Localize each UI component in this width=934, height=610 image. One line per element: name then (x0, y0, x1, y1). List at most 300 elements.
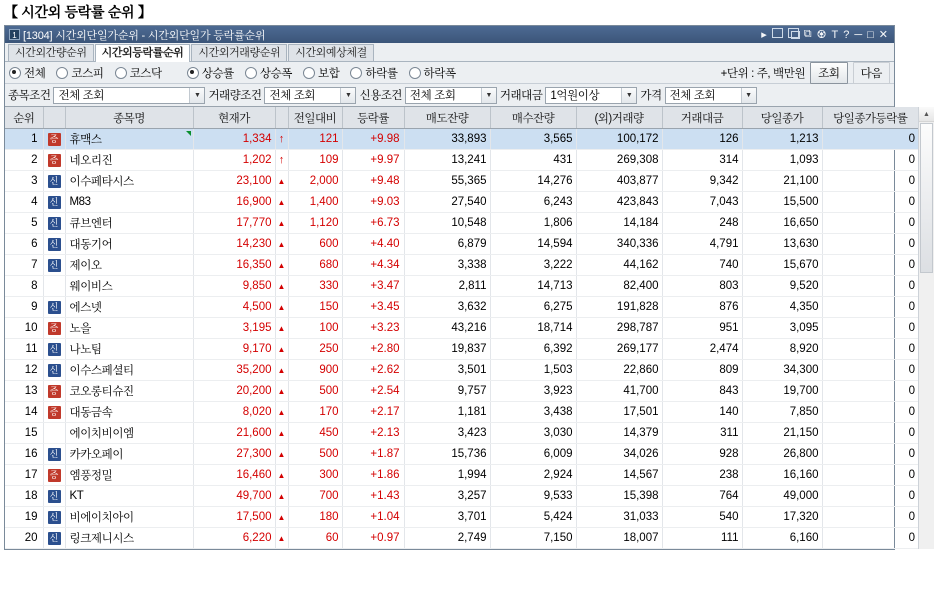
table-row[interactable] (5, 444, 918, 465)
cell-foreign-volume: 41,700 (576, 381, 662, 402)
radio-market-kospi[interactable] (56, 65, 103, 81)
cell-diff: 680 (288, 255, 342, 276)
cell-rate: +1.87 (342, 444, 404, 465)
table-row[interactable] (5, 465, 918, 486)
table-row[interactable] (5, 276, 918, 297)
radio-market-all[interactable] (9, 65, 45, 81)
triangle-up-icon: ▲ (275, 528, 288, 549)
cell-name: 웨이비스 (65, 276, 193, 297)
cell-name: 링크제니시스 (65, 528, 193, 549)
th-rate[interactable]: 등락률 (342, 107, 404, 129)
tab-label: 시간외거래량순위 (198, 47, 281, 59)
cell-buy-remain: 6,009 (490, 444, 576, 465)
cell-name: 엠풍정밀 (65, 465, 193, 486)
cell-foreign-volume: 403,877 (576, 171, 662, 192)
chevron-down-icon[interactable]: ▼ (481, 88, 496, 103)
cell-day-close-rate: 0 (822, 507, 918, 528)
cell-rank: 8 (5, 276, 43, 297)
cell-buy-remain: 14,594 (490, 234, 576, 255)
window-index-badge: 1 (9, 29, 20, 40)
window-titlebar[interactable] (5, 26, 894, 43)
cell-buy-remain: 3,438 (490, 402, 576, 423)
cell-sell-remain: 15,736 (404, 444, 490, 465)
triangle-up-icon: ▲ (275, 402, 288, 423)
th-trade-amount[interactable]: 거래대금 (662, 107, 742, 129)
cell-name: 대동금속 (65, 402, 193, 423)
window-split-icon[interactable] (788, 28, 799, 41)
cell-day-close: 1,213 (742, 129, 822, 150)
cell-price: 16,900 (193, 192, 275, 213)
triangle-up-icon: ▲ (275, 360, 288, 381)
radio-sort-fall-rate[interactable] (350, 65, 397, 81)
filter-credit-condition[interactable] (405, 87, 497, 104)
cell-rate: +2.54 (342, 381, 404, 402)
table-row[interactable] (5, 381, 918, 402)
table-row[interactable] (5, 129, 918, 150)
cell-sell-remain: 3,701 (404, 507, 490, 528)
maximize-icon[interactable]: □ (867, 28, 874, 41)
table-row[interactable] (5, 486, 918, 507)
cell-sell-remain: 2,811 (404, 276, 490, 297)
cell-foreign-volume: 17,501 (576, 402, 662, 423)
cell-diff: 100 (288, 318, 342, 339)
th-badge (43, 107, 65, 129)
cell-day-close-rate: 0 (822, 255, 918, 276)
minimize-icon[interactable]: ─ (854, 28, 863, 41)
table-row[interactable] (5, 297, 918, 318)
cell-day-close: 34,300 (742, 360, 822, 381)
filter-label-credit: 신용조건 (359, 90, 402, 102)
badge-icon: 신 (48, 217, 61, 230)
cell-rate: +9.48 (342, 171, 404, 192)
cell-rank: 9 (5, 297, 43, 318)
triangle-up-icon: ▲ (275, 444, 288, 465)
cell-buy-remain: 6,243 (490, 192, 576, 213)
cell-sell-remain: 9,757 (404, 381, 490, 402)
cell-sell-remain: 6,879 (404, 234, 490, 255)
radio-sort-rise-rate[interactable] (187, 65, 234, 81)
triangle-up-icon: ▲ (275, 192, 288, 213)
cell-price: 16,460 (193, 465, 275, 486)
cell-buy-remain: 431 (490, 150, 576, 171)
close-icon[interactable]: ✕ (878, 29, 888, 41)
window-icon[interactable] (772, 28, 783, 41)
cell-badge (43, 234, 65, 255)
cell-day-close-rate: 0 (822, 213, 918, 234)
radio-label: 보합 (317, 67, 340, 80)
cell-sell-remain: 3,632 (404, 297, 490, 318)
triangle-up-icon: ▲ (275, 318, 288, 339)
th-rank[interactable]: 순위 (5, 107, 43, 129)
radio-label: 하락률 (365, 67, 398, 80)
cell-buy-remain: 14,713 (490, 276, 576, 297)
cell-name: 카카오페이 (65, 444, 193, 465)
radio-sort-flat[interactable] (303, 65, 339, 81)
cell-day-close-rate: 0 (822, 402, 918, 423)
cell-diff: 700 (288, 486, 342, 507)
font-size-icon[interactable]: T (831, 28, 839, 41)
cell-rate: +9.03 (342, 192, 404, 213)
rank-table (5, 107, 918, 549)
cell-trade-amount: 803 (662, 276, 742, 297)
cell-foreign-volume: 340,336 (576, 234, 662, 255)
tab-1[interactable] (95, 44, 191, 62)
table-row[interactable] (5, 192, 918, 213)
filter-stock-value: 전체 조회 (58, 90, 105, 102)
cell-foreign-volume: 15,398 (576, 486, 662, 507)
cell-price: 4,500 (193, 297, 275, 318)
cell-foreign-volume: 191,828 (576, 297, 662, 318)
cell-badge (43, 486, 65, 507)
filter-credit-value: 전체 조회 (409, 90, 456, 102)
tab-3[interactable] (288, 44, 374, 61)
radio-market-kosdaq[interactable] (115, 65, 162, 81)
filter-price-value: 전체 조회 (669, 90, 716, 102)
tab-label: 시간외간량순위 (15, 47, 87, 59)
cell-badge (43, 465, 65, 486)
cell-sell-remain: 3,338 (404, 255, 490, 276)
cell-name: 노을 (65, 318, 193, 339)
radio-sort-rise-width[interactable] (245, 65, 292, 81)
table-row[interactable] (5, 423, 918, 444)
cell-diff: 60 (288, 528, 342, 549)
cell-foreign-volume: 82,400 (576, 276, 662, 297)
filter-label-amount: 거래대금 (499, 90, 543, 102)
cell-rank: 3 (5, 171, 43, 192)
next-button[interactable]: 다음 (853, 62, 890, 84)
cell-trade-amount: 540 (662, 507, 742, 528)
copy-icon[interactable]: ⧉ (803, 28, 812, 40)
cell-buy-remain: 1,503 (490, 360, 576, 381)
cell-day-close: 15,500 (742, 192, 822, 213)
cell-diff: 300 (288, 465, 342, 486)
cell-diff: 500 (288, 381, 342, 402)
triangle-up-icon: ▲ (275, 276, 288, 297)
cell-trade-amount: 314 (662, 150, 742, 171)
option-row (5, 62, 894, 84)
cell-rate: +1.04 (342, 507, 404, 528)
cell-foreign-volume: 22,860 (576, 360, 662, 381)
cell-sell-remain: 3,423 (404, 423, 490, 444)
triangle-up-icon: ▲ (275, 171, 288, 192)
cell-price: 3,195 (193, 318, 275, 339)
tabstrip (5, 43, 894, 62)
triangle-up-icon: ▲ (275, 297, 288, 318)
cell-price: 8,020 (193, 402, 275, 423)
cell-rate: +2.80 (342, 339, 404, 360)
cell-price: 9,170 (193, 339, 275, 360)
cell-foreign-volume: 34,026 (576, 444, 662, 465)
unit-note: +단위 : 주, 백만원 (720, 67, 806, 80)
cell-day-close-rate: 0 (822, 339, 918, 360)
cell-name: 에스넷 (65, 297, 193, 318)
cell-day-close: 1,093 (742, 150, 822, 171)
cell-day-close-rate: 0 (822, 486, 918, 507)
cell-rank: 11 (5, 339, 43, 360)
cell-foreign-volume: 14,567 (576, 465, 662, 486)
table-body (5, 129, 918, 549)
green-flag-icon (186, 131, 191, 136)
radio-label: 하락폭 (423, 67, 456, 80)
cell-buy-remain: 9,533 (490, 486, 576, 507)
cell-trade-amount: 2,474 (662, 339, 742, 360)
table-row[interactable] (5, 213, 918, 234)
cell-day-close: 16,160 (742, 465, 822, 486)
cell-day-close-rate: 0 (822, 150, 918, 171)
badge-icon: 신 (48, 301, 61, 314)
cell-badge (43, 381, 65, 402)
window-frame (4, 25, 930, 550)
cell-trade-amount: 928 (662, 444, 742, 465)
cell-price: 9,850 (193, 276, 275, 297)
cell-trade-amount: 764 (662, 486, 742, 507)
cell-diff: 150 (288, 297, 342, 318)
badge-icon: 증 (48, 406, 61, 419)
cell-rank: 13 (5, 381, 43, 402)
cell-trade-amount: 951 (662, 318, 742, 339)
cell-price: 14,230 (193, 234, 275, 255)
cell-sell-remain: 1,181 (404, 402, 490, 423)
cell-badge (43, 192, 65, 213)
cell-day-close: 19,700 (742, 381, 822, 402)
cell-name: 휴맥스 (65, 129, 193, 150)
cell-sell-remain: 33,893 (404, 129, 490, 150)
th-price[interactable]: 현재가 (193, 107, 275, 129)
chevron-down-icon[interactable]: ▼ (741, 88, 756, 103)
table-row[interactable] (5, 528, 918, 549)
cell-buy-remain: 6,275 (490, 297, 576, 318)
cell-rank: 19 (5, 507, 43, 528)
help-icon[interactable]: ? (843, 28, 850, 41)
cell-price: 27,300 (193, 444, 275, 465)
arrow-up-icon: ↑ (275, 150, 288, 171)
cell-sell-remain: 3,501 (404, 360, 490, 381)
cell-trade-amount: 843 (662, 381, 742, 402)
filter-volume-condition[interactable] (264, 87, 356, 104)
scroll-thumb[interactable] (920, 123, 933, 273)
table-row[interactable] (5, 402, 918, 423)
th-name[interactable]: 종목명 (65, 107, 193, 129)
table-row[interactable] (5, 318, 918, 339)
cell-day-close-rate: 0 (822, 192, 918, 213)
cell-trade-amount: 311 (662, 423, 742, 444)
th-day-close[interactable]: 당일종가 (742, 107, 822, 129)
cell-diff: 600 (288, 234, 342, 255)
cell-rank: 16 (5, 444, 43, 465)
table-vertical-scrollbar[interactable] (918, 107, 934, 549)
cell-rank: 2 (5, 150, 43, 171)
table-row[interactable] (5, 339, 918, 360)
filter-row (5, 84, 894, 107)
cell-rate: +4.34 (342, 255, 404, 276)
cell-trade-amount: 4,791 (662, 234, 742, 255)
cell-sell-remain: 3,257 (404, 486, 490, 507)
cell-rate: +6.73 (342, 213, 404, 234)
cell-name: 나노팀 (65, 339, 193, 360)
cell-buy-remain: 3,923 (490, 381, 576, 402)
cell-day-close: 3,095 (742, 318, 822, 339)
cell-diff: 1,400 (288, 192, 342, 213)
cell-name: 이수페타시스 (65, 171, 193, 192)
tab-0[interactable] (8, 44, 94, 61)
cell-day-close: 21,150 (742, 423, 822, 444)
cell-day-close-rate: 0 (822, 381, 918, 402)
cell-diff: 121 (288, 129, 342, 150)
th-arrow (275, 107, 288, 129)
cell-rate: +1.86 (342, 465, 404, 486)
cell-trade-amount: 238 (662, 465, 742, 486)
cell-rate: +2.62 (342, 360, 404, 381)
cell-day-close: 21,100 (742, 171, 822, 192)
badge-icon: 신 (48, 490, 61, 503)
cell-foreign-volume: 14,184 (576, 213, 662, 234)
cell-badge (43, 255, 65, 276)
cell-rank: 15 (5, 423, 43, 444)
chevron-down-icon[interactable]: ▼ (189, 88, 204, 103)
cell-diff: 109 (288, 150, 342, 171)
cell-rank: 20 (5, 528, 43, 549)
cell-rank: 17 (5, 465, 43, 486)
window-title: [1304] 시간외단일가순위 - 시간외단일가 등락률순위 (23, 29, 266, 42)
cell-sell-remain: 2,749 (404, 528, 490, 549)
radio-sort-fall-width[interactable] (409, 65, 456, 81)
th-buy-remain[interactable]: 매수잔량 (490, 107, 576, 129)
table-row[interactable] (5, 234, 918, 255)
cell-diff: 2,000 (288, 171, 342, 192)
cell-rate: +9.98 (342, 129, 404, 150)
table-header-row (5, 107, 918, 129)
triangle-up-icon: ▲ (275, 486, 288, 507)
cell-rate: +9.97 (342, 150, 404, 171)
cell-foreign-volume: 18,007 (576, 528, 662, 549)
badge-icon: 신 (48, 259, 61, 272)
cell-day-close-rate: 0 (822, 444, 918, 465)
cell-badge (43, 528, 65, 549)
cell-buy-remain: 3,565 (490, 129, 576, 150)
cell-diff: 180 (288, 507, 342, 528)
cell-badge (43, 444, 65, 465)
cell-rate: +1.43 (342, 486, 404, 507)
cell-rank: 10 (5, 318, 43, 339)
cell-buy-remain: 5,424 (490, 507, 576, 528)
cell-foreign-volume: 269,308 (576, 150, 662, 171)
cell-day-close: 17,320 (742, 507, 822, 528)
badge-icon: 신 (48, 175, 61, 188)
filter-amount-value: 1억원이상 (550, 90, 600, 102)
cell-foreign-volume: 298,787 (576, 318, 662, 339)
cell-name: 비에이치아이 (65, 507, 193, 528)
cell-day-close-rate: 0 (822, 528, 918, 549)
th-diff[interactable]: 전일대비 (288, 107, 342, 129)
cell-day-close-rate: 0 (822, 171, 918, 192)
cell-buy-remain: 14,276 (490, 171, 576, 192)
cell-trade-amount: 140 (662, 402, 742, 423)
cell-price: 17,500 (193, 507, 275, 528)
search-button[interactable]: 조회 (810, 62, 847, 84)
cell-buy-remain: 7,150 (490, 528, 576, 549)
cell-rank: 5 (5, 213, 43, 234)
th-foreign-volume[interactable]: (외)거래량 (576, 107, 662, 129)
cell-diff: 170 (288, 402, 342, 423)
cell-sell-remain: 10,548 (404, 213, 490, 234)
cell-name: 에이치비이엠 (65, 423, 193, 444)
badge-icon: 신 (48, 448, 61, 461)
cell-buy-remain: 18,714 (490, 318, 576, 339)
table-row[interactable] (5, 360, 918, 381)
cell-day-close: 8,920 (742, 339, 822, 360)
page-title: 【 시간외 등락률 순위 】 (4, 4, 152, 20)
table-row[interactable] (5, 507, 918, 528)
tab-2[interactable] (191, 44, 287, 61)
filter-amount-condition[interactable] (545, 87, 637, 104)
arrow-right-icon[interactable]: ▸ (761, 29, 767, 41)
cell-diff: 500 (288, 444, 342, 465)
cell-trade-amount: 7,043 (662, 192, 742, 213)
cell-diff: 900 (288, 360, 342, 381)
cell-price: 16,350 (193, 255, 275, 276)
table-row[interactable] (5, 171, 918, 192)
badge-icon: 신 (48, 343, 61, 356)
pin-icon[interactable]: ♼ (816, 29, 827, 41)
cell-price: 23,100 (193, 171, 275, 192)
th-sell-remain[interactable]: 매도잔량 (404, 107, 490, 129)
triangle-up-icon: ▲ (275, 213, 288, 234)
cell-day-close: 15,670 (742, 255, 822, 276)
cell-badge (43, 507, 65, 528)
cell-price: 1,334 (193, 129, 275, 150)
cell-day-close: 49,000 (742, 486, 822, 507)
cell-day-close: 6,160 (742, 528, 822, 549)
cell-badge (43, 276, 65, 297)
cell-rate: +3.45 (342, 297, 404, 318)
cell-price: 1,202 (193, 150, 275, 171)
table-row[interactable] (5, 255, 918, 276)
cell-name: 큐브엔터 (65, 213, 193, 234)
cell-name: 제이오 (65, 255, 193, 276)
cell-sell-remain: 13,241 (404, 150, 490, 171)
cell-price: 6,220 (193, 528, 275, 549)
chevron-down-icon[interactable]: ▼ (621, 88, 636, 103)
cell-rank: 12 (5, 360, 43, 381)
filter-price-condition[interactable] (665, 87, 757, 104)
cell-foreign-volume: 423,843 (576, 192, 662, 213)
radio-label: 상승폭 (259, 67, 292, 80)
scroll-up-icon[interactable]: ▲ (919, 107, 934, 122)
th-day-close-rate[interactable]: 당일종가등락률 (822, 107, 918, 129)
triangle-up-icon: ▲ (275, 255, 288, 276)
cell-badge (43, 213, 65, 234)
cell-name: 대동기어 (65, 234, 193, 255)
cell-day-close-rate: 0 (822, 297, 918, 318)
badge-icon: 신 (48, 364, 61, 377)
cell-day-close: 13,630 (742, 234, 822, 255)
cell-buy-remain: 3,222 (490, 255, 576, 276)
chevron-down-icon[interactable]: ▼ (340, 88, 355, 103)
radio-label: 전체 (24, 67, 46, 80)
cell-sell-remain: 43,216 (404, 318, 490, 339)
tab-label: 시간외등락률순위 (101, 47, 184, 59)
filter-label-stock: 종목조건 (8, 90, 51, 102)
filter-stock-condition[interactable] (53, 87, 205, 104)
cell-day-close-rate: 0 (822, 129, 918, 150)
badge-icon: 증 (48, 322, 61, 335)
cell-foreign-volume: 100,172 (576, 129, 662, 150)
badge-icon: 신 (48, 196, 61, 209)
cell-rate: +3.23 (342, 318, 404, 339)
table-row[interactable] (5, 150, 918, 171)
cell-day-close-rate: 0 (822, 318, 918, 339)
cell-rank: 4 (5, 192, 43, 213)
